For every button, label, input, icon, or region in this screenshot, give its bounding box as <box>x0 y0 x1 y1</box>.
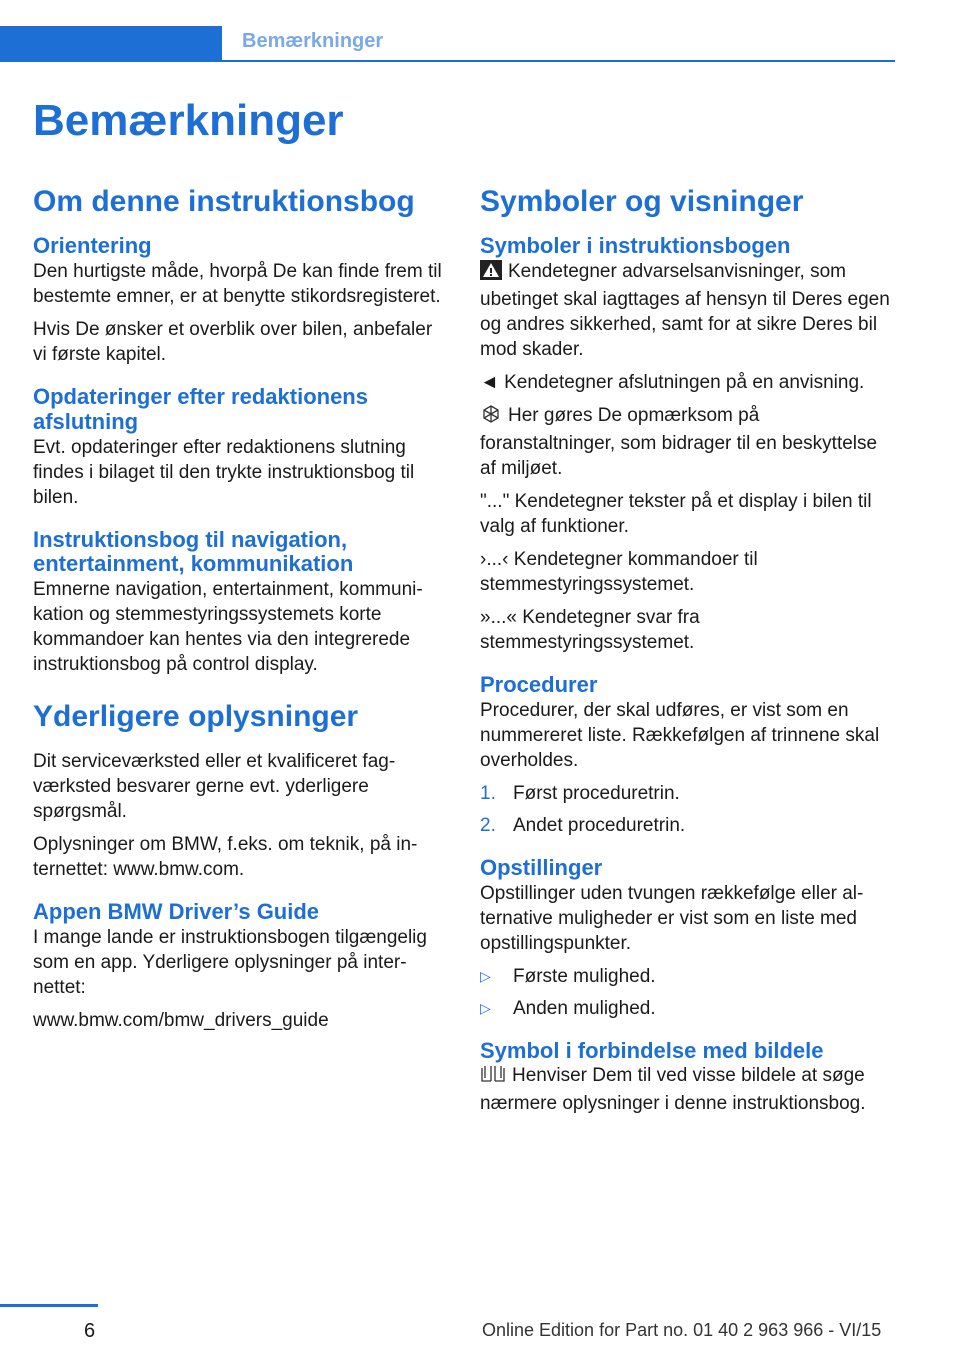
heading-updates: Opdateringer efter redaktionens afslutning <box>33 383 368 434</box>
heading-drivers-guide-app: Appen BMW Driver’s Guide <box>33 899 320 925</box>
component-text: Henviser Dem til ved visse bildele at søge nærmere oplysninger i denne instruktionsbog. <box>480 1065 866 1115</box>
bullet-triangle-icon: ▷ <box>480 967 491 984</box>
footer-rule <box>0 1304 98 1307</box>
paragraph: Oplysninger om BMW, f.eks. om teknik, på internettet: www.bmw.com. <box>33 834 418 881</box>
environment-icon <box>480 404 502 431</box>
paragraph: ◄ Kendetegner afslutningen på en anvisning. <box>480 371 865 393</box>
header-rule <box>222 60 895 62</box>
right-column <box>480 184 895 1124</box>
paragraph: Evt. opdateringer efter redaktionens slutning findes i bilaget til den trykte instruktionsbog til bilen. <box>33 436 415 508</box>
paragraph: »...« Kendetegner svar fra stemmestyringssystemet. <box>480 606 700 653</box>
warning-triangle-icon <box>480 260 502 287</box>
paragraph-warning <box>480 259 895 362</box>
page-title: Bemærkninger <box>33 96 344 145</box>
heading-about-manual: Om denne instruktionsbog <box>33 185 415 218</box>
options-list <box>480 964 895 1021</box>
paragraph: Den hurtigste måde, hvorpå De kan finde frem til bestemte emner, er at benytte stikordsregisteret. <box>33 260 442 307</box>
header-bar <box>0 26 222 62</box>
paragraph: I mange lande er instruktionsbogen tilgængelig som en app. Yderligere oplysninger på internettet: <box>33 927 427 999</box>
drivers-guide-link: www.bmw.com/bmw_drivers_guide <box>33 1010 329 1032</box>
paragraph-component <box>480 1063 895 1116</box>
heading-more-info: Yderligere oplysninger <box>33 700 359 734</box>
paragraph: ›...‹ Kendetegner kommandoer til stemmestyringssystemet. <box>480 548 758 595</box>
heading-orientation: Orientering <box>33 233 152 258</box>
heading-symbols: Symboler og visninger <box>480 185 804 218</box>
list-item: ▷ Første mulighed. <box>480 965 656 987</box>
procedure-list <box>480 781 895 838</box>
paragraph-environment <box>480 403 895 481</box>
list-item: 1. Først proceduretrin. <box>480 782 680 804</box>
bullet-triangle-icon: ▷ <box>480 999 491 1016</box>
heading-lists: Opstillinger <box>480 854 603 880</box>
paragraph: Procedurer, der skal udføres, er vist som en nummereret liste. Rækkefølgen af trinnene skal overholdes. <box>480 699 880 771</box>
paragraph: Emnerne navigation, entertainment, kommunikation og stemmestyringssystemets korte kommandoer kan hentes via den integrerede instruktionsbog på control display. <box>33 579 423 676</box>
list-item: ▷ Anden mulighed. <box>480 997 656 1019</box>
list-item: 2. Andet proceduretrin. <box>480 814 686 836</box>
header-section-title: Bemærkninger <box>242 30 384 52</box>
paragraph: Dit serviceværksted eller et kvalificeret fagværksted besvarer gerne evt. yderligere spørgsmål. <box>33 751 396 823</box>
page-number: 6 <box>84 1320 96 1342</box>
left-column <box>33 184 448 1041</box>
edition-note: Online Edition for Part no. 01 40 2 963 966 - VI/15 <box>482 1320 882 1340</box>
heading-component-symbol: Symbol i forbindelse med bildele <box>480 1037 824 1063</box>
heading-navigation-manual: Instruktionsbog til navigation, entertainment, kommunikation <box>33 526 354 577</box>
heading-symbols-in-manual: Symboler i instruktionsbogen <box>480 233 791 258</box>
heading-procedures: Procedurer <box>480 671 598 697</box>
environment-text: Her gøres De opmærksom på foranstaltninger, som bidrager til en beskyttelse af miljøet. <box>480 404 878 479</box>
warning-text: Kendetegner advarselsanvisninger, som ubetinget skal iagttages af hensyn til Deres egen og andres sikkerhed, samt for at sikre Deres bil mod skader. <box>480 260 890 360</box>
paragraph: "..." Kendetegner tekster på et display i bilen til valg af funktioner. <box>480 490 872 537</box>
book-icon <box>480 1064 506 1091</box>
paragraph: Opstillinger uden tvungen rækkefølge eller alternative muligheder er vist som en liste med opstillingspunkter. <box>480 882 864 954</box>
paragraph: Hvis De ønsker et overblik over bilen, anbefaler vi første kapitel. <box>33 318 433 365</box>
